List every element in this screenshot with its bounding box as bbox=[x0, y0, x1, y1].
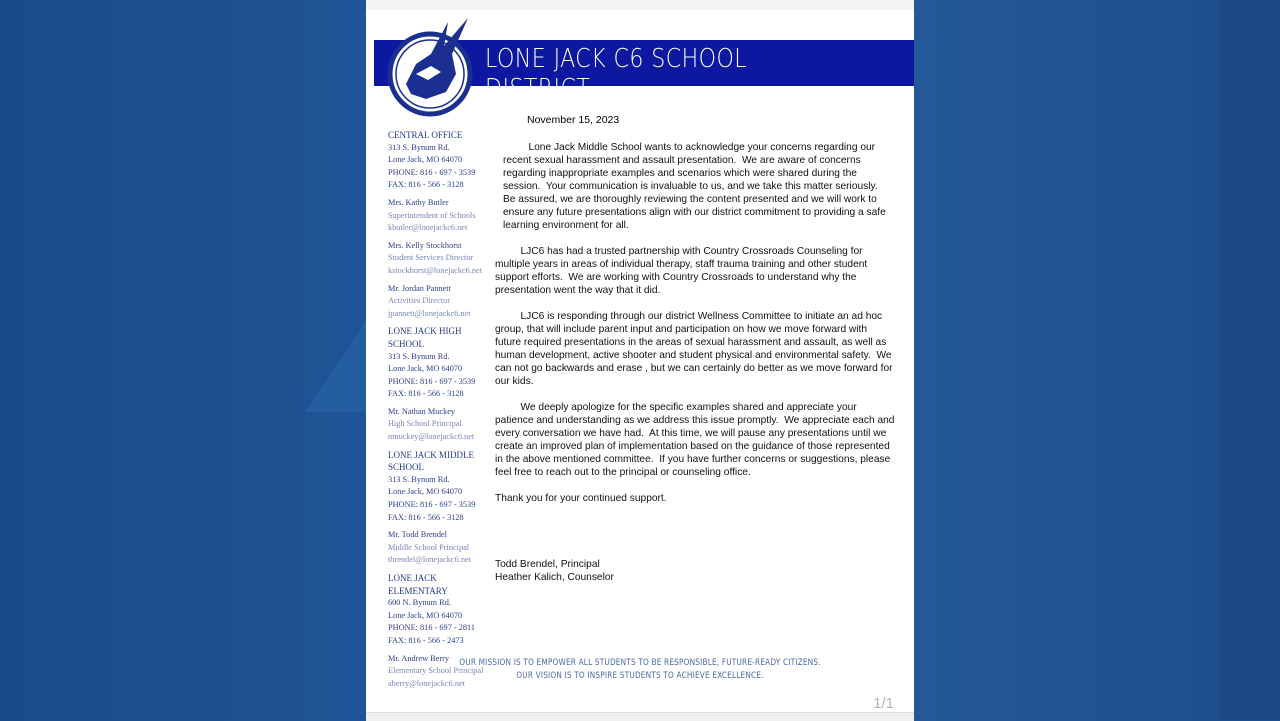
paragraph-line: We deeply apologize for the specific examples shared and appreciate your bbox=[495, 402, 857, 413]
letter-paragraph bbox=[495, 310, 893, 388]
staff-name: Mr. Andrew Berry bbox=[388, 653, 450, 663]
staff-contact bbox=[388, 283, 488, 321]
paragraph-line: every conversation we have had. At this time, we will pause any presentations until we bbox=[495, 428, 887, 439]
staff-title: Student Services Director bbox=[388, 253, 474, 263]
office-block bbox=[388, 449, 488, 525]
letter-paragraph bbox=[495, 492, 667, 505]
paragraph-line: multiple years in areas of individual therapy, staff trauma training and other student bbox=[495, 259, 868, 270]
staff-email: nmuckey@lonejackc6.net bbox=[388, 432, 475, 442]
office-block bbox=[388, 572, 488, 648]
staff-email: jpannett@lonejackc6.net bbox=[388, 308, 471, 318]
paragraph-line: human development, active shooter and student physical and environmental safety. We bbox=[495, 350, 892, 361]
paragraph-line: create an improved plan of implementation based on the guidance of those represented bbox=[495, 441, 890, 452]
paragraph-line: feel free to reach out to the principal or counseling office. bbox=[495, 467, 751, 478]
paragraph-line: learning environment for all. bbox=[503, 220, 629, 231]
letter-paragraph bbox=[503, 141, 886, 232]
staff-title: Superintendent of Schools bbox=[388, 210, 476, 220]
staff-title: Elementary School Principal bbox=[388, 666, 484, 676]
staff-name: Mrs. Kelly Stockhorst bbox=[388, 240, 462, 250]
office-line: FAX: 816 - 566 - 3128 bbox=[388, 512, 464, 522]
letter-paragraph bbox=[495, 245, 867, 297]
paragraph-line: Thank you for your continued support. bbox=[495, 493, 667, 504]
paragraph-line: presentation went the way that it did. bbox=[495, 285, 661, 296]
district-title: LONE JACK C6 SCHOOL DISTRICT bbox=[485, 44, 748, 104]
staff-name: Mrs. Kathy Butler bbox=[388, 197, 449, 207]
office-line: 313 S. Bynum Rd. bbox=[388, 474, 450, 484]
office-line: Lone Jack, MO 64070 bbox=[388, 364, 463, 374]
paragraph-line: can not go backwards and erase , but we can certainly do better as we move forward for bbox=[495, 363, 893, 374]
signature-line: Heather Kalich, Counselor bbox=[495, 572, 614, 583]
vision-statement: OUR VISION IS TO INSPIRE STUDENTS TO ACHIEVE EXCELLENCE. bbox=[516, 671, 764, 681]
staff-email: kstockhorst@lonejackc6.net bbox=[388, 265, 483, 275]
office-line: FAX: 816 - 566 - 2473 bbox=[388, 635, 464, 645]
office-line: PHONE: 816 - 697 - 3539 bbox=[388, 167, 476, 177]
paragraph-line: ensure any future presentations align with our district commitment to providing a safe bbox=[503, 207, 886, 218]
paragraph-line: regarding inappropriate examples and scenarios which were shared during the bbox=[503, 168, 857, 179]
paragraph-line: future required presentations in the areas of sexual harassment and assault, as well as bbox=[495, 337, 887, 348]
dragon-logo-icon bbox=[386, 14, 476, 118]
staff-title: High School Principal bbox=[388, 419, 462, 429]
office-heading: LONE JACK MIDDLE SCHOOL bbox=[388, 449, 474, 473]
background-shape bbox=[305, 320, 367, 412]
paragraph-line: our kids. bbox=[495, 376, 534, 387]
staff-contact bbox=[388, 406, 488, 444]
signature-block bbox=[495, 558, 614, 584]
contact-sidebar bbox=[388, 129, 488, 695]
document-page bbox=[366, 0, 914, 720]
paragraph-line: Be assured, we are thoroughly reviewing the content presented and we will work to bbox=[503, 194, 877, 205]
paragraph-line: Lone Jack Middle School wants to acknowledge your concerns regarding our bbox=[503, 142, 876, 153]
office-line: 313 S. Bynum Rd. bbox=[388, 351, 450, 361]
office-line: PHONE: 816 - 697 - 3539 bbox=[388, 500, 476, 510]
office-line: PHONE: 816 - 697 - 2811 bbox=[388, 623, 476, 633]
office-block bbox=[388, 325, 488, 401]
staff-name: Mr. Todd Brendel bbox=[388, 530, 447, 540]
office-line: FAX: 816 - 566 - 3128 bbox=[388, 180, 464, 190]
staff-contact bbox=[388, 529, 488, 567]
letter-date: November 15, 2023 bbox=[527, 114, 620, 126]
paragraph-line: support efforts. We are working with Country Crossroads to understand why the bbox=[495, 272, 857, 283]
staff-email: kbutler@lonejackc6.net bbox=[388, 223, 468, 233]
paragraph-line: recent sexual harassment and assault presentation. We are aware of concerns bbox=[503, 155, 861, 166]
office-line: 313 S. Bynum Rd. bbox=[388, 142, 450, 152]
mission-statement: OUR MISSION IS TO EMPOWER ALL STUDENTS TO BE RESPONSIBLE, FUTURE-READY CITIZENS. bbox=[459, 658, 821, 668]
staff-email: aberry@lonejackc6.net bbox=[388, 678, 465, 688]
office-heading: CENTRAL OFFICE bbox=[388, 130, 463, 140]
office-line: Lone Jack, MO 64070 bbox=[388, 155, 463, 165]
paragraph-line: group, that will include parent input and participation on how we move forward with bbox=[495, 324, 868, 335]
signature-line: Todd Brendel, Principal bbox=[495, 559, 600, 570]
office-block bbox=[388, 129, 488, 192]
page-indicator: 1/1 bbox=[873, 695, 894, 712]
background-panel bbox=[1220, 0, 1280, 720]
staff-contact bbox=[388, 240, 488, 278]
office-line: Lone Jack, MO 64070 bbox=[388, 487, 463, 497]
paragraph-line: LJC6 has had a trusted partnership with Country Crossroads Counseling for bbox=[495, 246, 863, 257]
viewer-top-bar bbox=[366, 0, 914, 10]
paragraph-line: session. Your communication is invaluable to us, and we take this matter seriously. bbox=[503, 181, 878, 192]
paragraph-line: patience and understanding as we address this issue promptly. We appreciate each and bbox=[495, 415, 895, 426]
paragraph-line: LJC6 is responding through our district Wellness Committee to initiate an ad hoc bbox=[495, 311, 883, 322]
paragraph-line: in the above mentioned committee. If you have further concerns or suggestions, please bbox=[495, 454, 891, 465]
staff-email: tbrendel@lonejackc6.net bbox=[388, 555, 471, 565]
staff-title: Middle School Principal bbox=[388, 542, 470, 552]
office-heading: LONE JACK ELEMENTARY bbox=[388, 573, 448, 596]
staff-contact bbox=[388, 197, 488, 235]
office-line: PHONE: 816 - 697 - 3539 bbox=[388, 376, 476, 386]
staff-title: Activities Director bbox=[388, 296, 450, 306]
office-line: 600 N. Bynum Rd. bbox=[388, 598, 451, 608]
office-line: Lone Jack, MO 64070 bbox=[388, 610, 463, 620]
office-heading: LONE JACK HIGH SCHOOL bbox=[388, 326, 462, 349]
letter-paragraph bbox=[495, 401, 894, 479]
staff-name: Mr. Jordan Pannett bbox=[388, 283, 451, 293]
staff-name: Mr. Nathan Muckey bbox=[388, 406, 456, 416]
office-line: FAX: 816 - 566 - 3128 bbox=[388, 389, 464, 399]
